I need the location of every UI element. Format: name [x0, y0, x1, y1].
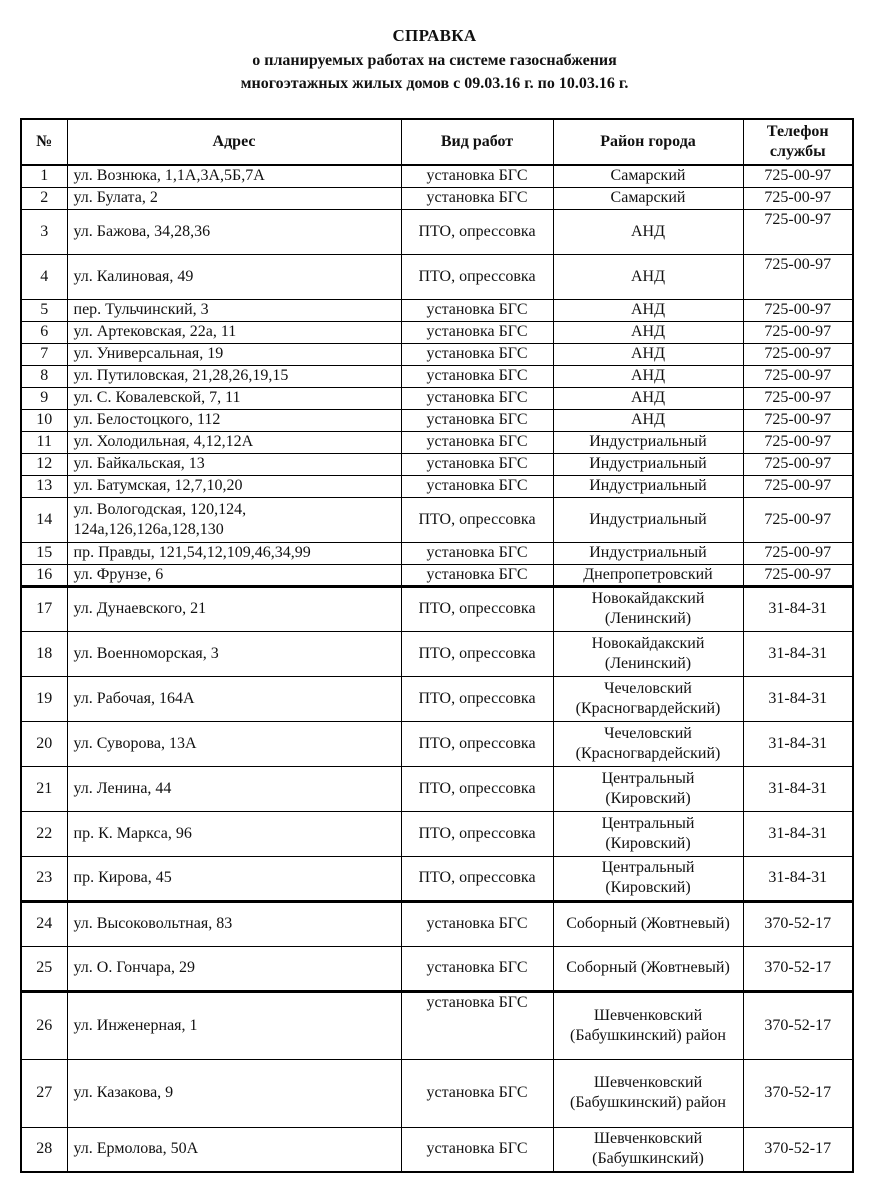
table-row [21, 254, 853, 299]
row-work-type: ПТО, опрессовка [401, 721, 553, 766]
row-work-type: установка БГС [401, 991, 553, 1059]
row-district: Чечеловский (Красногвардейский) [553, 676, 743, 721]
row-district: АНД [553, 254, 743, 299]
row-number: 20 [21, 721, 67, 766]
row-work-type: установка БГС [401, 365, 553, 387]
row-district: Соборный (Жовтневый) [553, 946, 743, 991]
row-phone: 370-52-17 [743, 901, 853, 946]
document-title: СПРАВКА [392, 26, 477, 45]
row-district: АНД [553, 343, 743, 365]
row-work-type: установка БГС [401, 475, 553, 497]
row-district: Шевченковский (Бабушкинский) район [553, 1059, 743, 1127]
row-number: 16 [21, 564, 67, 586]
row-district: Индустриальный [553, 431, 743, 453]
row-address: ул. Вознюка, 1,1А,3А,5Б,7А [67, 165, 401, 187]
row-address: ул. Калиновая, 49 [67, 254, 401, 299]
row-address: ул. Ермолова, 50А [67, 1127, 401, 1172]
row-district: Центральный (Кировский) [553, 856, 743, 901]
row-number: 7 [21, 343, 67, 365]
row-district: Шевченковский (Бабушкинский) район [553, 991, 743, 1059]
row-work-type: ПТО, опрессовка [401, 497, 553, 542]
row-address: ул. Универсальная, 19 [67, 343, 401, 365]
row-address: ул. Байкальская, 13 [67, 453, 401, 475]
row-number: 2 [21, 187, 67, 209]
row-address: пр. Кирова, 45 [67, 856, 401, 901]
row-phone: 725-00-97 [743, 321, 853, 343]
row-district: АНД [553, 409, 743, 431]
row-address: ул. О. Гончара, 29 [67, 946, 401, 991]
row-number: 1 [21, 165, 67, 187]
row-number: 5 [21, 299, 67, 321]
row-phone: 31-84-31 [743, 586, 853, 631]
row-work-type: установка БГС [401, 1127, 553, 1172]
row-phone: 31-84-31 [743, 721, 853, 766]
row-address: ул. Дунаевского, 21 [67, 586, 401, 631]
row-district: Центральный (Кировский) [553, 766, 743, 811]
col-header-work-type: Вид работ [401, 119, 553, 165]
row-phone: 370-52-17 [743, 1127, 853, 1172]
table-row [21, 542, 853, 564]
row-work-type: ПТО, опрессовка [401, 631, 553, 676]
row-address: ул. С. Ковалевской, 7, 11 [67, 387, 401, 409]
row-work-type: ПТО, опрессовка [401, 209, 553, 254]
row-phone: 370-52-17 [743, 946, 853, 991]
row-work-type: ПТО, опрессовка [401, 676, 553, 721]
row-number: 28 [21, 1127, 67, 1172]
table-row [21, 475, 853, 497]
row-district: АНД [553, 387, 743, 409]
table-row [21, 387, 853, 409]
row-number: 22 [21, 811, 67, 856]
row-work-type: ПТО, опрессовка [401, 856, 553, 901]
table-row [21, 343, 853, 365]
row-phone: 725-00-97 [743, 564, 853, 586]
document-subtitle-line2: многоэтажных жилых домов с 09.03.16 г. по 10.03.16 г. [240, 75, 629, 92]
row-address: ул. Военноморская, 3 [67, 631, 401, 676]
row-phone: 725-00-97 [743, 209, 853, 254]
table-row [21, 991, 853, 1059]
row-district: Чечеловский (Красногвардейский) [553, 721, 743, 766]
row-phone: 725-00-97 [743, 409, 853, 431]
row-district: Новокайдакский (Ленинский) [553, 631, 743, 676]
row-district: АНД [553, 321, 743, 343]
table-row [21, 187, 853, 209]
row-number: 25 [21, 946, 67, 991]
table-row [21, 1059, 853, 1127]
row-number: 4 [21, 254, 67, 299]
row-district: Индустриальный [553, 475, 743, 497]
works-table [20, 118, 854, 1173]
col-header-address: Адрес [67, 119, 401, 165]
row-address: пер. Тульчинский, 3 [67, 299, 401, 321]
row-district: Индустриальный [553, 497, 743, 542]
row-address: ул. Вологодская, 120,124, 124а,126,126а,128,130 [67, 497, 401, 542]
row-phone: 725-00-97 [743, 475, 853, 497]
row-address: ул. Инженерная, 1 [67, 991, 401, 1059]
row-district: Индустриальный [553, 453, 743, 475]
row-number: 3 [21, 209, 67, 254]
table-row [21, 811, 853, 856]
row-phone: 725-00-97 [743, 365, 853, 387]
table-row [21, 453, 853, 475]
row-district: АНД [553, 299, 743, 321]
col-header-phone: Телефон службы [743, 119, 853, 165]
row-address: ул. Фрунзе, 6 [67, 564, 401, 586]
row-district: Соборный (Жовтневый) [553, 901, 743, 946]
row-number: 18 [21, 631, 67, 676]
table-row [21, 299, 853, 321]
row-phone: 725-00-97 [743, 165, 853, 187]
row-number: 19 [21, 676, 67, 721]
row-phone: 725-00-97 [743, 299, 853, 321]
row-work-type: установка БГС [401, 321, 553, 343]
row-work-type: установка БГС [401, 299, 553, 321]
table-row [21, 365, 853, 387]
row-district: Центральный (Кировский) [553, 811, 743, 856]
table-header-row [21, 119, 853, 165]
row-work-type: ПТО, опрессовка [401, 766, 553, 811]
table-row [21, 766, 853, 811]
row-work-type: установка БГС [401, 165, 553, 187]
table-row [21, 209, 853, 254]
row-phone: 31-84-31 [743, 856, 853, 901]
row-work-type: установка БГС [401, 901, 553, 946]
row-district: Индустриальный [553, 542, 743, 564]
row-address: ул. Путиловская, 21,28,26,19,15 [67, 365, 401, 387]
row-district: Шевченковский (Бабушкинский) [553, 1127, 743, 1172]
table-row [21, 1127, 853, 1172]
row-phone: 725-00-97 [743, 497, 853, 542]
row-phone: 725-00-97 [743, 187, 853, 209]
row-work-type: установка БГС [401, 946, 553, 991]
row-address: ул. Булата, 2 [67, 187, 401, 209]
row-work-type: установка БГС [401, 1059, 553, 1127]
row-address: пр. Правды, 121,54,12,109,46,34,99 [67, 542, 401, 564]
row-address: ул. Высоковольтная, 83 [67, 901, 401, 946]
row-number: 8 [21, 365, 67, 387]
row-number: 23 [21, 856, 67, 901]
row-work-type: установка БГС [401, 453, 553, 475]
col-header-number: № [21, 119, 67, 165]
table-row [21, 431, 853, 453]
row-number: 15 [21, 542, 67, 564]
row-address: ул. Белостоцкого, 112 [67, 409, 401, 431]
table-row [21, 856, 853, 901]
row-work-type: ПТО, опрессовка [401, 254, 553, 299]
row-phone: 31-84-31 [743, 811, 853, 856]
table-row [21, 586, 853, 631]
row-address: ул. Суворова, 13А [67, 721, 401, 766]
row-phone: 31-84-31 [743, 766, 853, 811]
row-work-type: установка БГС [401, 431, 553, 453]
row-phone: 370-52-17 [743, 1059, 853, 1127]
row-phone: 725-00-97 [743, 431, 853, 453]
table-row [21, 165, 853, 187]
row-address: ул. Бажова, 34,28,36 [67, 209, 401, 254]
row-work-type: установка БГС [401, 542, 553, 564]
col-header-district: Район города [553, 119, 743, 165]
row-work-type: установка БГС [401, 387, 553, 409]
table-row [21, 676, 853, 721]
row-number: 6 [21, 321, 67, 343]
row-phone: 31-84-31 [743, 631, 853, 676]
table-row [21, 946, 853, 991]
table-row [21, 409, 853, 431]
row-address: ул. Артековская, 22а, 11 [67, 321, 401, 343]
row-number: 9 [21, 387, 67, 409]
document-subtitle-line1: о планируемых работах на системе газоснабжения [252, 52, 617, 69]
row-phone: 725-00-97 [743, 343, 853, 365]
row-district: Новокайдакский (Ленинский) [553, 586, 743, 631]
table-row [21, 631, 853, 676]
table-row [21, 721, 853, 766]
row-work-type: установка БГС [401, 187, 553, 209]
row-number: 27 [21, 1059, 67, 1127]
row-district: АНД [553, 365, 743, 387]
table-row [21, 497, 853, 542]
row-number: 26 [21, 991, 67, 1059]
row-number: 21 [21, 766, 67, 811]
row-address: ул. Рабочая, 164А [67, 676, 401, 721]
row-number: 11 [21, 431, 67, 453]
row-district: Самарский [553, 165, 743, 187]
row-number: 13 [21, 475, 67, 497]
row-number: 14 [21, 497, 67, 542]
row-district: Днепропетровский [553, 564, 743, 586]
row-address: ул. Казакова, 9 [67, 1059, 401, 1127]
row-district: Самарский [553, 187, 743, 209]
row-address: ул. Батумская, 12,7,10,20 [67, 475, 401, 497]
row-work-type: установка БГС [401, 564, 553, 586]
row-work-type: ПТО, опрессовка [401, 811, 553, 856]
row-work-type: ПТО, опрессовка [401, 586, 553, 631]
row-address: ул. Холодильная, 4,12,12А [67, 431, 401, 453]
row-number: 24 [21, 901, 67, 946]
row-phone: 725-00-97 [743, 453, 853, 475]
table-row [21, 321, 853, 343]
row-number: 12 [21, 453, 67, 475]
row-number: 17 [21, 586, 67, 631]
row-phone: 725-00-97 [743, 254, 853, 299]
table-row [21, 901, 853, 946]
row-phone: 725-00-97 [743, 387, 853, 409]
row-number: 10 [21, 409, 67, 431]
row-address: пр. К. Маркса, 96 [67, 811, 401, 856]
table-row [21, 564, 853, 586]
row-phone: 31-84-31 [743, 676, 853, 721]
row-work-type: установка БГС [401, 343, 553, 365]
row-address: ул. Ленина, 44 [67, 766, 401, 811]
row-work-type: установка БГС [401, 409, 553, 431]
row-district: АНД [553, 209, 743, 254]
row-phone: 370-52-17 [743, 991, 853, 1059]
row-phone: 725-00-97 [743, 542, 853, 564]
